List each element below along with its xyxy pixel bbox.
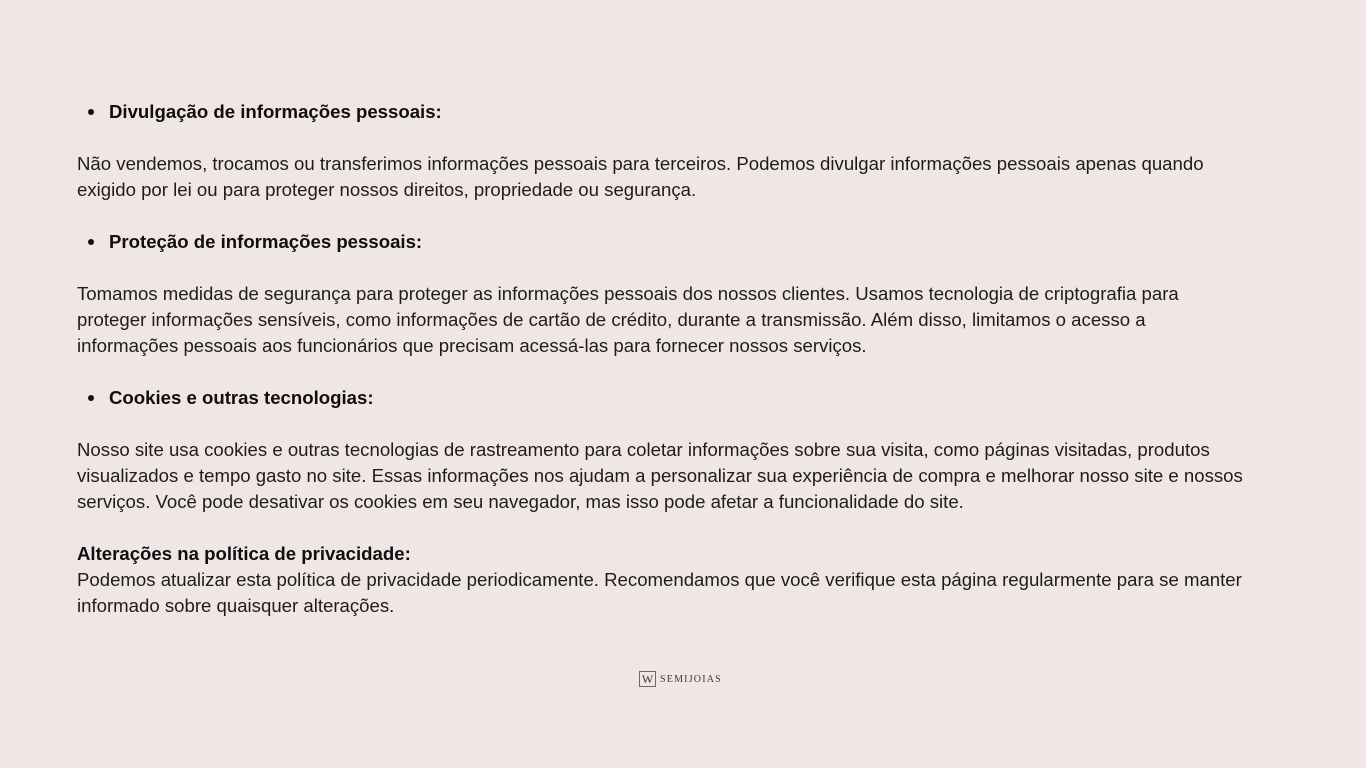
- brand-logo: [639, 670, 722, 688]
- bullet-dot: [88, 395, 94, 401]
- section-title: Divulgação de informações pessoais:: [109, 101, 442, 122]
- section-heading-protection: [77, 229, 1252, 255]
- changes-heading: Alterações na política de privacidade:: [77, 543, 411, 564]
- section-paragraph-cookies: Nosso site usa cookies e outras tecnologias de rastreamento para coletar informações sobre sua visita, como páginas visitadas, produtos visualizados e tempo gasto no site. Essas informações nos ajudam a personalizar sua experiência de compra e melhorar nosso site e nossos serviços. Você pode desativar os cookies em seu navegador, mas isso pode afetar a funcionalidade do site.: [77, 439, 1243, 512]
- bullet-dot: [88, 239, 94, 245]
- section-title: Proteção de informações pessoais:: [109, 231, 423, 252]
- section-title: Cookies e outras tecnologias:: [109, 387, 374, 408]
- logo-mark-icon: W: [639, 671, 656, 687]
- section-heading-cookies: [77, 385, 1252, 411]
- section-paragraph-protection: Tomamos medidas de segurança para proteger as informações pessoais dos nossos clientes. Usamos tecnologia de criptografia para proteger informações sensíveis, como informações de cartão de crédito, durante a transmissão. Além disso, limitamos o acesso a informações pessoais aos funcionários que precisam acessá-las para fornecer nossos serviços.: [77, 283, 1179, 356]
- section-heading-disclosure: [77, 99, 1252, 125]
- bullet-dot: [88, 109, 94, 115]
- section-paragraph-disclosure: Não vendemos, trocamos ou transferimos informações pessoais para terceiros. Podemos divulgar informações pessoais apenas quando exigido por lei ou para proteger nossos direitos, propriedade ou segurança.: [77, 153, 1204, 200]
- changes-paragraph: Podemos atualizar esta política de privacidade periodicamente. Recomendamos que você verifique esta página regularmente para se manter informado sobre quaisquer alterações.: [77, 569, 1242, 616]
- logo-text: SEMIJOIAS: [660, 673, 722, 685]
- policy-content: [77, 99, 1252, 619]
